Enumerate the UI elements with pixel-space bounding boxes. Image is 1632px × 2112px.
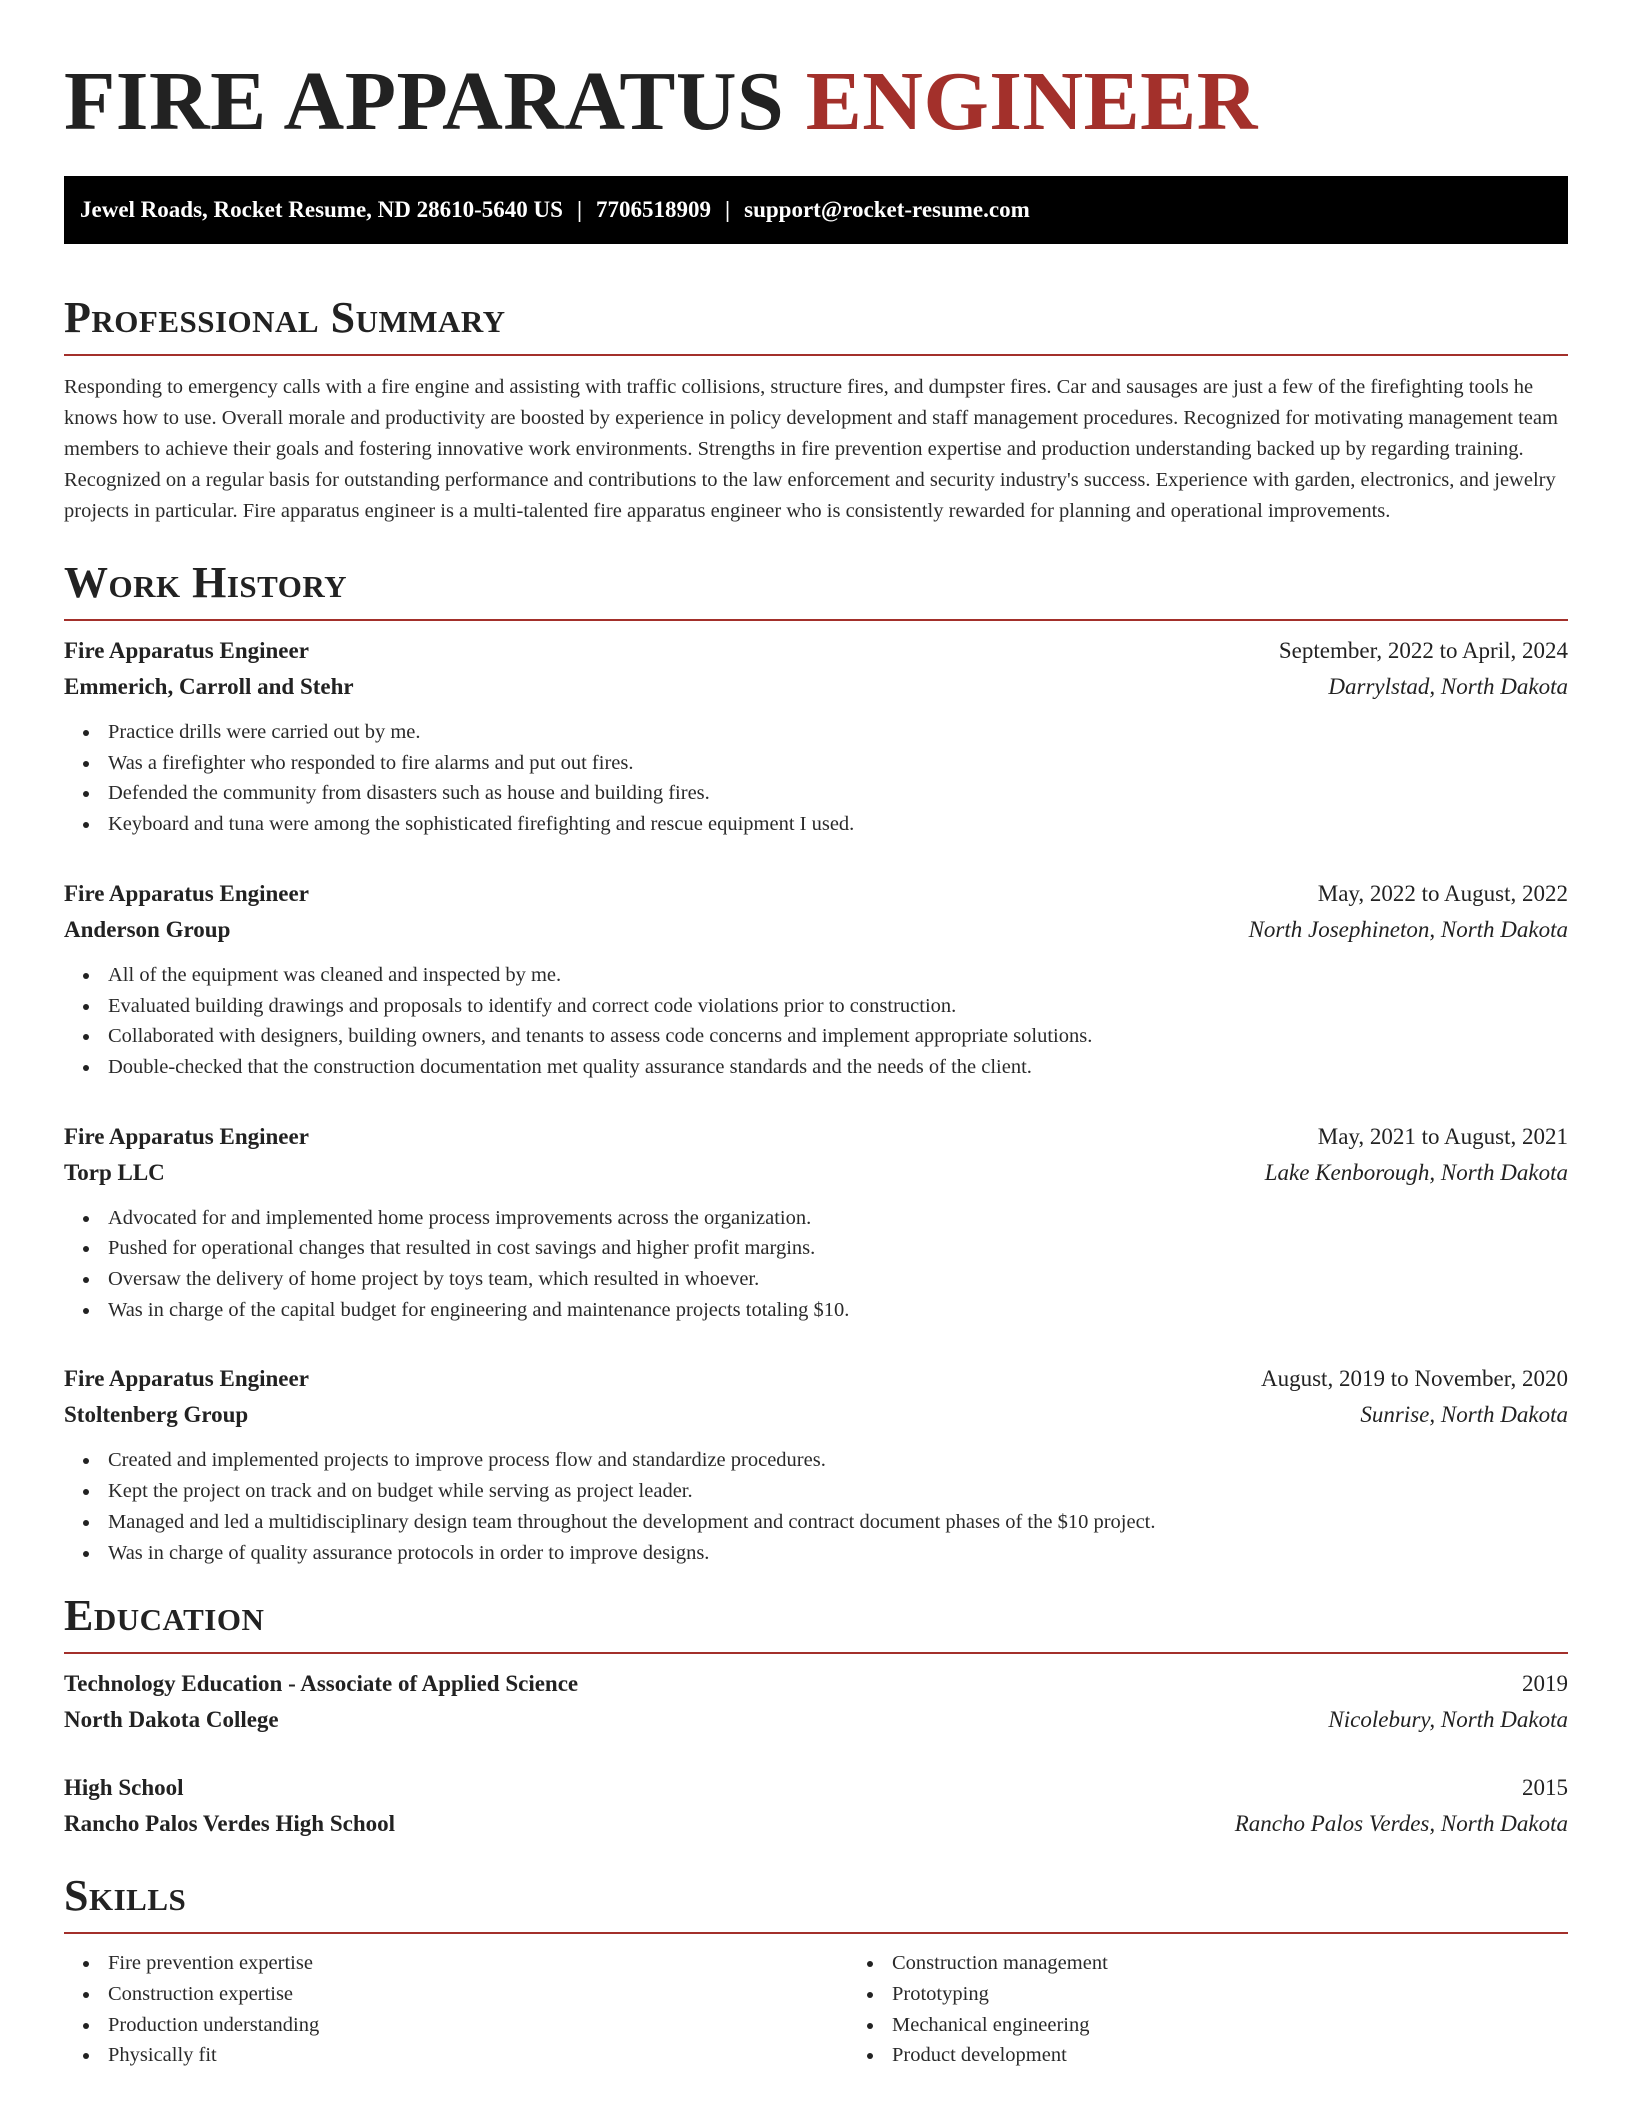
job-bullet: Keyboard and tuna were among the sophisticated firefighting and rescue equipment I used. (108, 809, 1568, 840)
job-title: Fire Apparatus Engineer (64, 638, 309, 663)
job-location: Sunrise, North Dakota (1360, 1402, 1568, 1428)
job-bullet: Double-checked that the construction documentation met quality assurance standards and the needs of the client. (108, 1052, 1568, 1083)
section-divider (64, 1652, 1568, 1654)
job-bullet: Oversaw the delivery of home project by toys team, which resulted in whoever. (108, 1264, 1568, 1295)
job-company: Emmerich, Carroll and Stehr (64, 674, 354, 699)
education-section (64, 1590, 1568, 1842)
job-dates: May, 2022 to August, 2022 (1317, 880, 1568, 906)
job-entry (64, 1119, 1568, 1326)
contact-bar (64, 176, 1568, 244)
education-heading: Education (64, 1591, 265, 1641)
resume-page (64, 0, 1568, 2071)
education-school: North Dakota College (64, 1707, 279, 1733)
job-location: Lake Kenborough, North Dakota (1264, 1159, 1568, 1185)
job-dates: May, 2021 to August, 2021 (1317, 1123, 1568, 1149)
job-bullet: Managed and led a multidisciplinary design team throughout the development and contract document phases of the $10 project. (108, 1507, 1568, 1538)
job-bullet: Kept the project on track and on budget while serving as project leader. (108, 1476, 1568, 1507)
skill-item: Prototyping (892, 1979, 1632, 2010)
skill-item: Production understanding (108, 2010, 848, 2041)
skills-list-left (64, 1948, 848, 2071)
job-location: North Josephineton, North Dakota (1248, 916, 1568, 942)
job-dates: August, 2019 to November, 2020 (1261, 1366, 1568, 1392)
education-degree: High School (64, 1775, 184, 1801)
summary-heading: Professional Summary (64, 293, 506, 342)
job-location: Darrylstad, North Dakota (1328, 674, 1568, 699)
title-main: FIRE APPARATUS (64, 55, 785, 148)
skills-list-right (848, 1948, 1632, 2071)
title-accent: ENGINEER (805, 55, 1258, 148)
job-bullets (64, 717, 1568, 840)
contact-separator: | (725, 197, 731, 222)
job-bullet: Defended the community from disasters such as house and building fires. (108, 778, 1568, 809)
job-title: Fire Apparatus Engineer (64, 880, 309, 906)
skill-item: Physically fit (108, 2040, 848, 2071)
job-title: Fire Apparatus Engineer (64, 1366, 309, 1392)
section-divider (64, 1932, 1568, 1934)
contact-email[interactable]: support@rocket-resume.com (744, 197, 1030, 222)
education-entry (64, 1666, 1568, 1738)
job-bullet: Collaborated with designers, building owners, and tenants to assess code concerns and implement appropriate solutions. (108, 1021, 1568, 1052)
job-entry (64, 633, 1568, 840)
section-divider (64, 354, 1568, 356)
contact-separator: | (576, 197, 583, 222)
skill-item: Construction expertise (108, 1979, 848, 2010)
job-title: Fire Apparatus Engineer (64, 1123, 309, 1149)
education-location: Rancho Palos Verdes, North Dakota (1234, 1811, 1568, 1837)
education-year: 2019 (1522, 1671, 1568, 1697)
skills-heading: Skills (64, 1871, 187, 1921)
job-bullet: Advocated for and implemented home process improvements across the organization. (108, 1203, 1568, 1234)
job-bullets (64, 1445, 1568, 1568)
job-company: Stoltenberg Group (64, 1402, 249, 1428)
job-company: Torp LLC (64, 1159, 165, 1185)
job-entry (64, 876, 1568, 1083)
education-degree: Technology Education - Associate of Applied Science (64, 1671, 579, 1697)
skills-columns (64, 1948, 1568, 2071)
job-bullets (64, 1203, 1568, 1326)
skill-item: Mechanical engineering (892, 2010, 1632, 2041)
job-bullet: Evaluated building drawings and proposals to identify and correct code violations prior to construction. (108, 991, 1568, 1022)
contact-phone[interactable]: 7706518909 (596, 197, 712, 222)
job-dates: September, 2022 to April, 2024 (1278, 638, 1568, 663)
job-bullet: Was a firefighter who responded to fire alarms and put out fires. (108, 748, 1568, 779)
job-bullet: Was in charge of the capital budget for engineering and maintenance projects totaling $10. (108, 1295, 1568, 1326)
education-year: 2015 (1522, 1775, 1568, 1801)
resume-title (64, 0, 1568, 176)
work-history-section (64, 557, 1568, 1568)
work-history-heading: Work History (64, 558, 348, 607)
summary-section (64, 292, 1568, 527)
section-divider (64, 619, 1568, 621)
job-bullet: Practice drills were carried out by me. (108, 717, 1568, 748)
job-bullet: Was in charge of quality assurance protocols in order to improve designs. (108, 1538, 1568, 1569)
job-bullet: Created and implemented projects to improve process flow and standardize procedures. (108, 1445, 1568, 1476)
skill-item: Fire prevention expertise (108, 1948, 848, 1979)
job-entry (64, 1361, 1568, 1568)
education-location: Nicolebury, North Dakota (1328, 1707, 1568, 1733)
summary-text: Responding to emergency calls with a fire engine and assisting with traffic collisions, structure fires, and dumpster fires. Car and sausages are just a few of the firefighting tools he knows how to use. Overall morale and productivity are boosted by experience in policy development and staff management procedures. Recognized for motivating management team members to achieve their goals and fostering innovative work environments. Strengths in fire prevention expertise and production understanding backed up by regarding training. Recognized on a regular basis for outstanding performance and contributions to the law enforcement and security industry's success. Experience with garden, electronics, and jewelry projects in particular. Fire apparatus engineer is a multi-talented fire apparatus engineer who is consistently rewarded for planning and operational improvements. (64, 376, 1558, 522)
job-bullet: Pushed for operational changes that resulted in cost savings and higher profit margins. (108, 1233, 1568, 1264)
skill-item: Product development (892, 2040, 1632, 2071)
job-company: Anderson Group (64, 916, 231, 942)
job-bullet: All of the equipment was cleaned and inspected by me. (108, 960, 1568, 991)
contact-address: Jewel Roads, Rocket Resume, ND 28610-5640 US (80, 197, 563, 222)
education-entry (64, 1770, 1568, 1842)
skills-section (64, 1870, 1568, 2071)
education-school: Rancho Palos Verdes High School (64, 1811, 395, 1837)
skill-item: Construction management (892, 1948, 1632, 1979)
job-bullets (64, 960, 1568, 1083)
